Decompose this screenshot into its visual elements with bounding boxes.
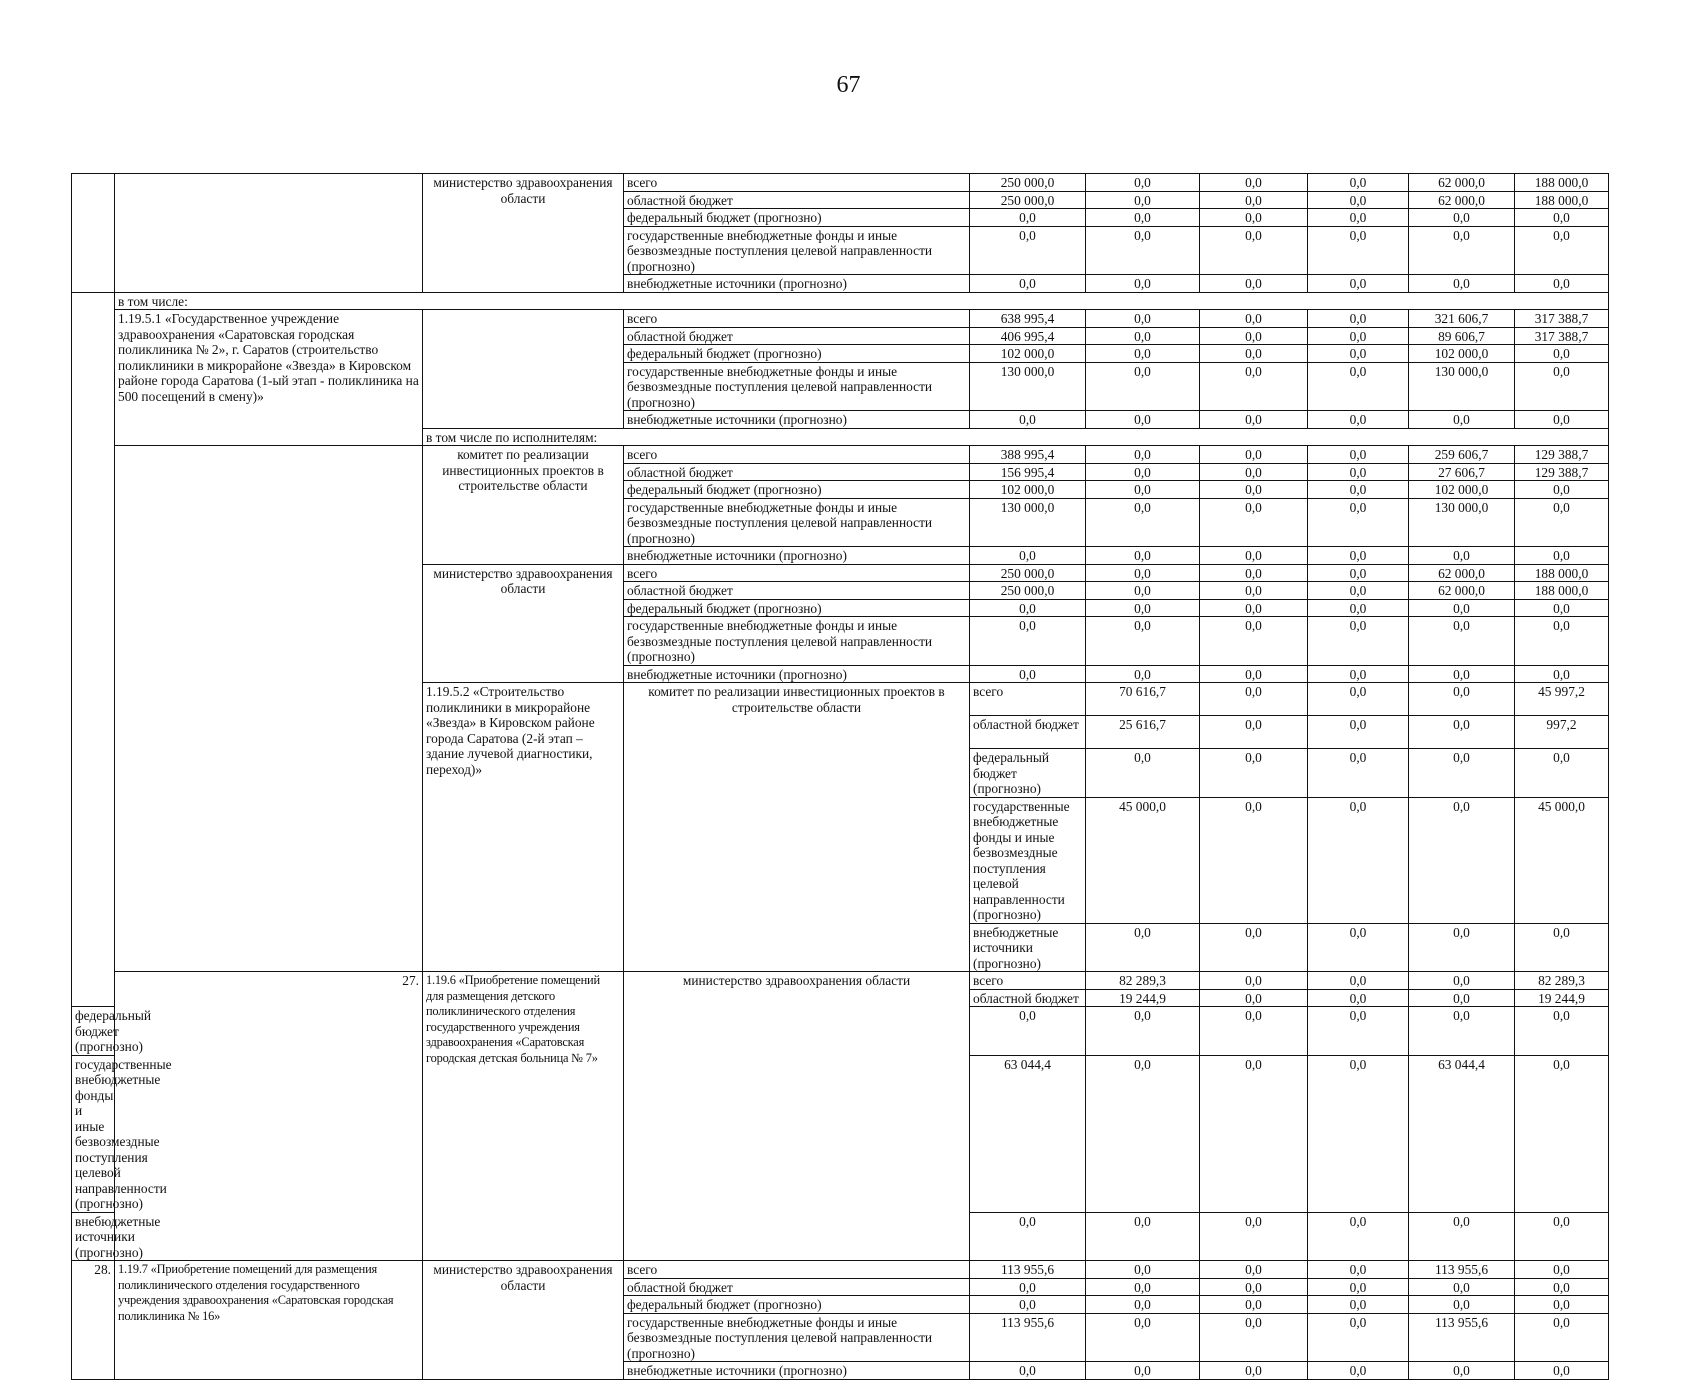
value-cell: 62 000,0: [1409, 191, 1515, 209]
value-cell: 0,0: [1086, 191, 1200, 209]
value-cell: 0,0: [1515, 1055, 1609, 1212]
value-cell: 156 995,4: [970, 463, 1086, 481]
value-cell: 0,0: [1086, 310, 1200, 328]
value-cell: 0,0: [1308, 411, 1409, 429]
value-cell: 0,0: [970, 665, 1086, 683]
value-cell: 0,0: [1308, 191, 1409, 209]
value-cell: 0,0: [1409, 617, 1515, 666]
value-cell: 0,0: [1308, 665, 1409, 683]
value-cell: 321 606,7: [1409, 310, 1515, 328]
value-cell: 62 000,0: [1409, 564, 1515, 582]
value-cell: 0,0: [1409, 972, 1515, 990]
value-cell: 0,0: [1086, 498, 1200, 547]
value-cell: 0,0: [970, 1362, 1086, 1380]
value-cell: 0,0: [1086, 582, 1200, 600]
object-name-1-19-5-1: 1.19.5.1 «Государственное учреждение здравоохранения «Саратовская городская поликлиника № 2», г. Саратов (строительство поликлиники в микрорайоне «Звезда» в Кировском районе города Саратова (1-ый этап - поликлиника на 500 посещений в смену)»: [115, 310, 423, 446]
value-cell: 0,0: [1409, 923, 1515, 972]
value-cell: 0,0: [1086, 209, 1200, 227]
funding-source-label: всего: [624, 564, 970, 582]
value-cell: 0,0: [1200, 209, 1308, 227]
value-cell: 0,0: [1200, 749, 1308, 798]
including-separator: в том числе:: [115, 292, 1609, 310]
value-cell: 0,0: [1200, 327, 1308, 345]
value-cell: 250 000,0: [970, 174, 1086, 192]
value-cell: 0,0: [1409, 226, 1515, 275]
value-cell: 27 606,7: [1409, 463, 1515, 481]
value-cell: 45 000,0: [1086, 797, 1200, 923]
value-cell: 45 000,0: [1515, 797, 1609, 923]
value-cell: 0,0: [970, 617, 1086, 666]
funding-source-label: внебюджетные источники (прогнозно): [624, 411, 970, 429]
funding-source-label: внебюджетные источники (прогнозно): [624, 547, 970, 565]
value-cell: 0,0: [1086, 1055, 1200, 1212]
funding-source-label: государственные внебюджетные фонды и иные безвозмездные поступления целевой направленности (прогнозно): [624, 498, 970, 547]
row-number-27: 27.: [115, 972, 423, 1261]
value-cell: 0,0: [1409, 989, 1515, 1007]
funding-source-label: государственные внебюджетные фонды и иные безвозмездные поступления целевой направленности (прогнозно): [624, 362, 970, 411]
funding-source-label: всего: [624, 310, 970, 328]
value-cell: 19 244,9: [1515, 989, 1609, 1007]
object-name-1-19-7: 1.19.7 «Приобретение помещений для размещения поликлинического отделения государственного учреждения здравоохранения «Саратовская городская поликлиника № 16»: [115, 1261, 423, 1380]
value-cell: 0,0: [970, 1212, 1086, 1261]
value-cell: 0,0: [1515, 617, 1609, 666]
value-cell: 0,0: [1308, 1278, 1409, 1296]
value-cell: 0,0: [1308, 797, 1409, 923]
value-cell: 0,0: [1200, 481, 1308, 499]
value-cell: 0,0: [1308, 1362, 1409, 1380]
value-cell: 0,0: [1515, 275, 1609, 293]
value-cell: 0,0: [1086, 411, 1200, 429]
value-cell: 0,0: [1515, 1313, 1609, 1362]
value-cell: 0,0: [1308, 275, 1409, 293]
value-cell: 0,0: [1515, 1212, 1609, 1261]
value-cell: 0,0: [1086, 599, 1200, 617]
value-cell: 0,0: [1515, 209, 1609, 227]
value-cell: 0,0: [1515, 1362, 1609, 1380]
value-cell: 0,0: [1308, 972, 1409, 990]
page-number: 67: [836, 72, 861, 98]
value-cell: 0,0: [1409, 665, 1515, 683]
funding-source-label: федеральный бюджет (прогнозно): [624, 481, 970, 499]
value-cell: 0,0: [1200, 498, 1308, 547]
value-cell: 0,0: [1308, 1212, 1409, 1261]
value-cell: 0,0: [1409, 411, 1515, 429]
value-cell: 0,0: [970, 209, 1086, 227]
value-cell: 250 000,0: [970, 191, 1086, 209]
value-cell: 0,0: [1200, 362, 1308, 411]
executor-committee: комитет по реализации инвестиционных проектов в строительстве области: [624, 683, 970, 972]
executor-cell: министерство здравоохранения области: [423, 174, 624, 293]
value-cell: 45 997,2: [1515, 683, 1609, 716]
value-cell: 0,0: [1200, 1362, 1308, 1380]
value-cell: 0,0: [1086, 463, 1200, 481]
value-cell: 25 616,7: [1086, 716, 1200, 749]
value-cell: 0,0: [1200, 345, 1308, 363]
value-cell: 0,0: [1200, 191, 1308, 209]
funding-source-label: областной бюджет: [970, 989, 1086, 1007]
value-cell: 102 000,0: [1409, 481, 1515, 499]
funding-source-label: федеральный бюджет (прогнозно): [624, 1296, 970, 1314]
budget-table: [71, 173, 1609, 1380]
funding-source-label: внебюджетные источники (прогнозно): [72, 1212, 115, 1261]
value-cell: 102 000,0: [970, 481, 1086, 499]
value-cell: 0,0: [1200, 1261, 1308, 1279]
value-cell: 0,0: [970, 599, 1086, 617]
value-cell: 0,0: [1200, 226, 1308, 275]
value-cell: 0,0: [970, 226, 1086, 275]
value-cell: 0,0: [1308, 1313, 1409, 1362]
executor-ministry: министерство здравоохранения области: [423, 1261, 624, 1380]
value-cell: 0,0: [1086, 1362, 1200, 1380]
value-cell: 0,0: [1086, 1278, 1200, 1296]
value-cell: 0,0: [1515, 749, 1609, 798]
value-cell: 0,0: [1308, 1261, 1409, 1279]
value-cell: 0,0: [970, 547, 1086, 565]
value-cell: 82 289,3: [1515, 972, 1609, 990]
funding-source-label: всего: [970, 972, 1086, 990]
executor-cell: [423, 310, 624, 429]
value-cell: 113 955,6: [970, 1313, 1086, 1362]
funding-source-label: государственные внебюджетные фонды и иные безвозмездные поступления целевой направленности (прогнозно): [624, 1313, 970, 1362]
value-cell: 0,0: [1086, 547, 1200, 565]
value-cell: 130 000,0: [1409, 498, 1515, 547]
object-name-cell: [115, 174, 423, 293]
value-cell: 0,0: [1200, 174, 1308, 192]
value-cell: 259 606,7: [1409, 446, 1515, 464]
value-cell: 0,0: [1308, 498, 1409, 547]
funding-source-label: федеральный бюджет (прогнозно): [970, 749, 1086, 798]
object-name-1-19-6: 1.19.6 «Приобретение помещений для размещения детского поликлинического отделения государственного учреждения здравоохранения «Саратовская городская детская больница № 7»: [423, 972, 624, 1261]
funding-source-label: внебюджетные источники (прогнозно): [624, 275, 970, 293]
value-cell: 317 388,7: [1515, 327, 1609, 345]
funding-source-label: федеральный бюджет (прогнозно): [624, 345, 970, 363]
value-cell: 0,0: [1200, 1055, 1308, 1212]
value-cell: 89 606,7: [1409, 327, 1515, 345]
value-cell: 0,0: [1308, 463, 1409, 481]
value-cell: 0,0: [1515, 665, 1609, 683]
value-cell: 0,0: [1200, 463, 1308, 481]
value-cell: 70 616,7: [1086, 683, 1200, 716]
value-cell: 406 995,4: [970, 327, 1086, 345]
value-cell: 0,0: [1086, 1261, 1200, 1279]
value-cell: 0,0: [1086, 226, 1200, 275]
funding-source-label: государственные внебюджетные фонды и иные безвозмездные поступления целевой направленности (прогнозно): [624, 226, 970, 275]
value-cell: 0,0: [1086, 665, 1200, 683]
value-cell: 0,0: [1515, 923, 1609, 972]
value-cell: 63 044,4: [970, 1055, 1086, 1212]
value-cell: 113 955,6: [1409, 1313, 1515, 1362]
value-cell: 0,0: [1200, 665, 1308, 683]
value-cell: 0,0: [1515, 1296, 1609, 1314]
value-cell: 0,0: [1515, 226, 1609, 275]
value-cell: 0,0: [1515, 362, 1609, 411]
executor-committee: комитет по реализации инвестиционных проектов в строительстве области: [423, 446, 624, 565]
value-cell: 0,0: [1515, 547, 1609, 565]
funding-source-label: всего: [624, 446, 970, 464]
value-cell: 0,0: [1308, 683, 1409, 716]
value-cell: 0,0: [1200, 310, 1308, 328]
value-cell: 0,0: [1086, 617, 1200, 666]
value-cell: 0,0: [1086, 1212, 1200, 1261]
executor-ministry: министерство здравоохранения области: [624, 972, 970, 1261]
value-cell: 0,0: [1409, 1278, 1515, 1296]
value-cell: 0,0: [1515, 599, 1609, 617]
value-cell: 0,0: [1515, 498, 1609, 547]
value-cell: 0,0: [1200, 599, 1308, 617]
including-by-executors-separator: в том числе по исполнителям:: [423, 428, 1609, 446]
value-cell: 0,0: [1515, 1278, 1609, 1296]
value-cell: 113 955,6: [1409, 1261, 1515, 1279]
funding-source-label: федеральный бюджет (прогнозно): [72, 1007, 115, 1056]
value-cell: 0,0: [1308, 1007, 1409, 1056]
value-cell: 997,2: [1515, 716, 1609, 749]
value-cell: 0,0: [1515, 1261, 1609, 1279]
value-cell: 0,0: [1308, 362, 1409, 411]
funding-source-label: областной бюджет: [624, 327, 970, 345]
value-cell: 0,0: [1409, 716, 1515, 749]
funding-source-label: всего: [624, 174, 970, 192]
value-cell: 0,0: [1086, 275, 1200, 293]
value-cell: 638 995,4: [970, 310, 1086, 328]
row-number-cell: [72, 174, 115, 293]
value-cell: 0,0: [1308, 923, 1409, 972]
value-cell: 0,0: [1308, 174, 1409, 192]
value-cell: 0,0: [1515, 1007, 1609, 1056]
value-cell: 0,0: [1086, 327, 1200, 345]
value-cell: 0,0: [1200, 275, 1308, 293]
funding-source-label: областной бюджет: [624, 191, 970, 209]
value-cell: 0,0: [1200, 582, 1308, 600]
value-cell: 0,0: [1086, 362, 1200, 411]
value-cell: 0,0: [970, 1278, 1086, 1296]
value-cell: 0,0: [1308, 547, 1409, 565]
value-cell: 0,0: [1086, 481, 1200, 499]
value-cell: 0,0: [1308, 1055, 1409, 1212]
value-cell: 0,0: [1308, 226, 1409, 275]
value-cell: 0,0: [1200, 1212, 1308, 1261]
value-cell: 0,0: [1409, 1212, 1515, 1261]
value-cell: 129 388,7: [1515, 446, 1609, 464]
value-cell: 0,0: [1086, 1313, 1200, 1362]
funding-source-label: внебюджетные источники (прогнозно): [624, 665, 970, 683]
value-cell: 0,0: [1200, 797, 1308, 923]
value-cell: 0,0: [1086, 1296, 1200, 1314]
value-cell: 188 000,0: [1515, 191, 1609, 209]
value-cell: 0,0: [1308, 716, 1409, 749]
value-cell: 0,0: [1409, 547, 1515, 565]
value-cell: 0,0: [1308, 481, 1409, 499]
value-cell: 0,0: [1308, 989, 1409, 1007]
value-cell: 113 955,6: [970, 1261, 1086, 1279]
value-cell: 0,0: [1200, 972, 1308, 990]
value-cell: 0,0: [1200, 617, 1308, 666]
value-cell: 0,0: [1515, 481, 1609, 499]
value-cell: 0,0: [1409, 1296, 1515, 1314]
row-number-cell: [72, 292, 115, 1007]
value-cell: 0,0: [1515, 345, 1609, 363]
value-cell: 130 000,0: [1409, 362, 1515, 411]
value-cell: 0,0: [1308, 345, 1409, 363]
value-cell: 0,0: [1200, 547, 1308, 565]
funding-source-label: областной бюджет: [970, 716, 1086, 749]
value-cell: 0,0: [970, 1007, 1086, 1056]
value-cell: 62 000,0: [1409, 174, 1515, 192]
value-cell: 0,0: [1409, 749, 1515, 798]
value-cell: 82 289,3: [1086, 972, 1200, 990]
value-cell: 0,0: [1200, 1007, 1308, 1056]
value-cell: 0,0: [1086, 749, 1200, 798]
value-cell: 0,0: [1409, 683, 1515, 716]
funding-source-label: внебюджетные источники (прогнозно): [970, 923, 1086, 972]
funding-source-label: федеральный бюджет (прогнозно): [624, 599, 970, 617]
row-number-28: 28.: [72, 1261, 115, 1380]
value-cell: 188 000,0: [1515, 174, 1609, 192]
value-cell: 0,0: [1086, 564, 1200, 582]
value-cell: 0,0: [1515, 411, 1609, 429]
value-cell: 0,0: [1200, 1278, 1308, 1296]
value-cell: 317 388,7: [1515, 310, 1609, 328]
value-cell: 0,0: [1308, 749, 1409, 798]
value-cell: 0,0: [1086, 1007, 1200, 1056]
value-cell: 0,0: [1308, 617, 1409, 666]
value-cell: 0,0: [1308, 310, 1409, 328]
value-cell: 0,0: [1200, 1296, 1308, 1314]
value-cell: 0,0: [970, 275, 1086, 293]
value-cell: 62 000,0: [1409, 582, 1515, 600]
value-cell: 0,0: [1409, 209, 1515, 227]
object-name-cell-continued: [115, 446, 423, 972]
value-cell: 0,0: [1409, 1007, 1515, 1056]
value-cell: 0,0: [1200, 564, 1308, 582]
funding-source-label: государственные внебюджетные фонды и иные безвозмездные поступления целевой направленности (прогнозно): [72, 1055, 115, 1212]
funding-source-label: областной бюджет: [624, 1278, 970, 1296]
value-cell: 130 000,0: [970, 362, 1086, 411]
value-cell: 130 000,0: [970, 498, 1086, 547]
funding-source-label: областной бюджет: [624, 463, 970, 481]
value-cell: 0,0: [1086, 345, 1200, 363]
value-cell: 0,0: [1308, 209, 1409, 227]
funding-source-label: всего: [624, 1261, 970, 1279]
value-cell: 0,0: [1308, 564, 1409, 582]
value-cell: 250 000,0: [970, 564, 1086, 582]
value-cell: 19 244,9: [1086, 989, 1200, 1007]
value-cell: 0,0: [1308, 1296, 1409, 1314]
value-cell: 0,0: [1200, 1313, 1308, 1362]
value-cell: 102 000,0: [970, 345, 1086, 363]
value-cell: 0,0: [1308, 446, 1409, 464]
value-cell: 0,0: [1200, 716, 1308, 749]
value-cell: 188 000,0: [1515, 564, 1609, 582]
value-cell: 0,0: [1409, 275, 1515, 293]
funding-source-label: государственные внебюджетные фонды и иные безвозмездные поступления целевой направленности (прогнозно): [624, 617, 970, 666]
funding-source-label: областной бюджет: [624, 582, 970, 600]
funding-source-label: государственные внебюджетные фонды и иные безвозмездные поступления целевой направленности (прогнозно): [970, 797, 1086, 923]
funding-source-label: федеральный бюджет (прогнозно): [624, 209, 970, 227]
value-cell: 0,0: [1200, 923, 1308, 972]
value-cell: 0,0: [1308, 327, 1409, 345]
executor-ministry: министерство здравоохранения области: [423, 564, 624, 683]
value-cell: 0,0: [1409, 599, 1515, 617]
value-cell: 0,0: [1086, 923, 1200, 972]
value-cell: 0,0: [970, 1296, 1086, 1314]
value-cell: 63 044,4: [1409, 1055, 1515, 1212]
value-cell: 0,0: [1086, 446, 1200, 464]
value-cell: 0,0: [1308, 582, 1409, 600]
value-cell: 129 388,7: [1515, 463, 1609, 481]
value-cell: 0,0: [1200, 446, 1308, 464]
value-cell: 0,0: [1308, 599, 1409, 617]
value-cell: 0,0: [1200, 989, 1308, 1007]
value-cell: 0,0: [1200, 683, 1308, 716]
value-cell: 188 000,0: [1515, 582, 1609, 600]
value-cell: 0,0: [1200, 411, 1308, 429]
value-cell: 0,0: [970, 411, 1086, 429]
value-cell: 0,0: [1086, 174, 1200, 192]
value-cell: 250 000,0: [970, 582, 1086, 600]
value-cell: 102 000,0: [1409, 345, 1515, 363]
funding-source-label: всего: [970, 683, 1086, 716]
value-cell: 388 995,4: [970, 446, 1086, 464]
funding-source-label: внебюджетные источники (прогнозно): [624, 1362, 970, 1380]
value-cell: 0,0: [1409, 797, 1515, 923]
value-cell: 0,0: [1409, 1362, 1515, 1380]
object-name-1-19-5-2: 1.19.5.2 «Строительство поликлиники в микрорайоне «Звезда» в Кировском районе города Саратова (2-й этап – здание лучевой диагностики, переход)»: [423, 683, 624, 972]
